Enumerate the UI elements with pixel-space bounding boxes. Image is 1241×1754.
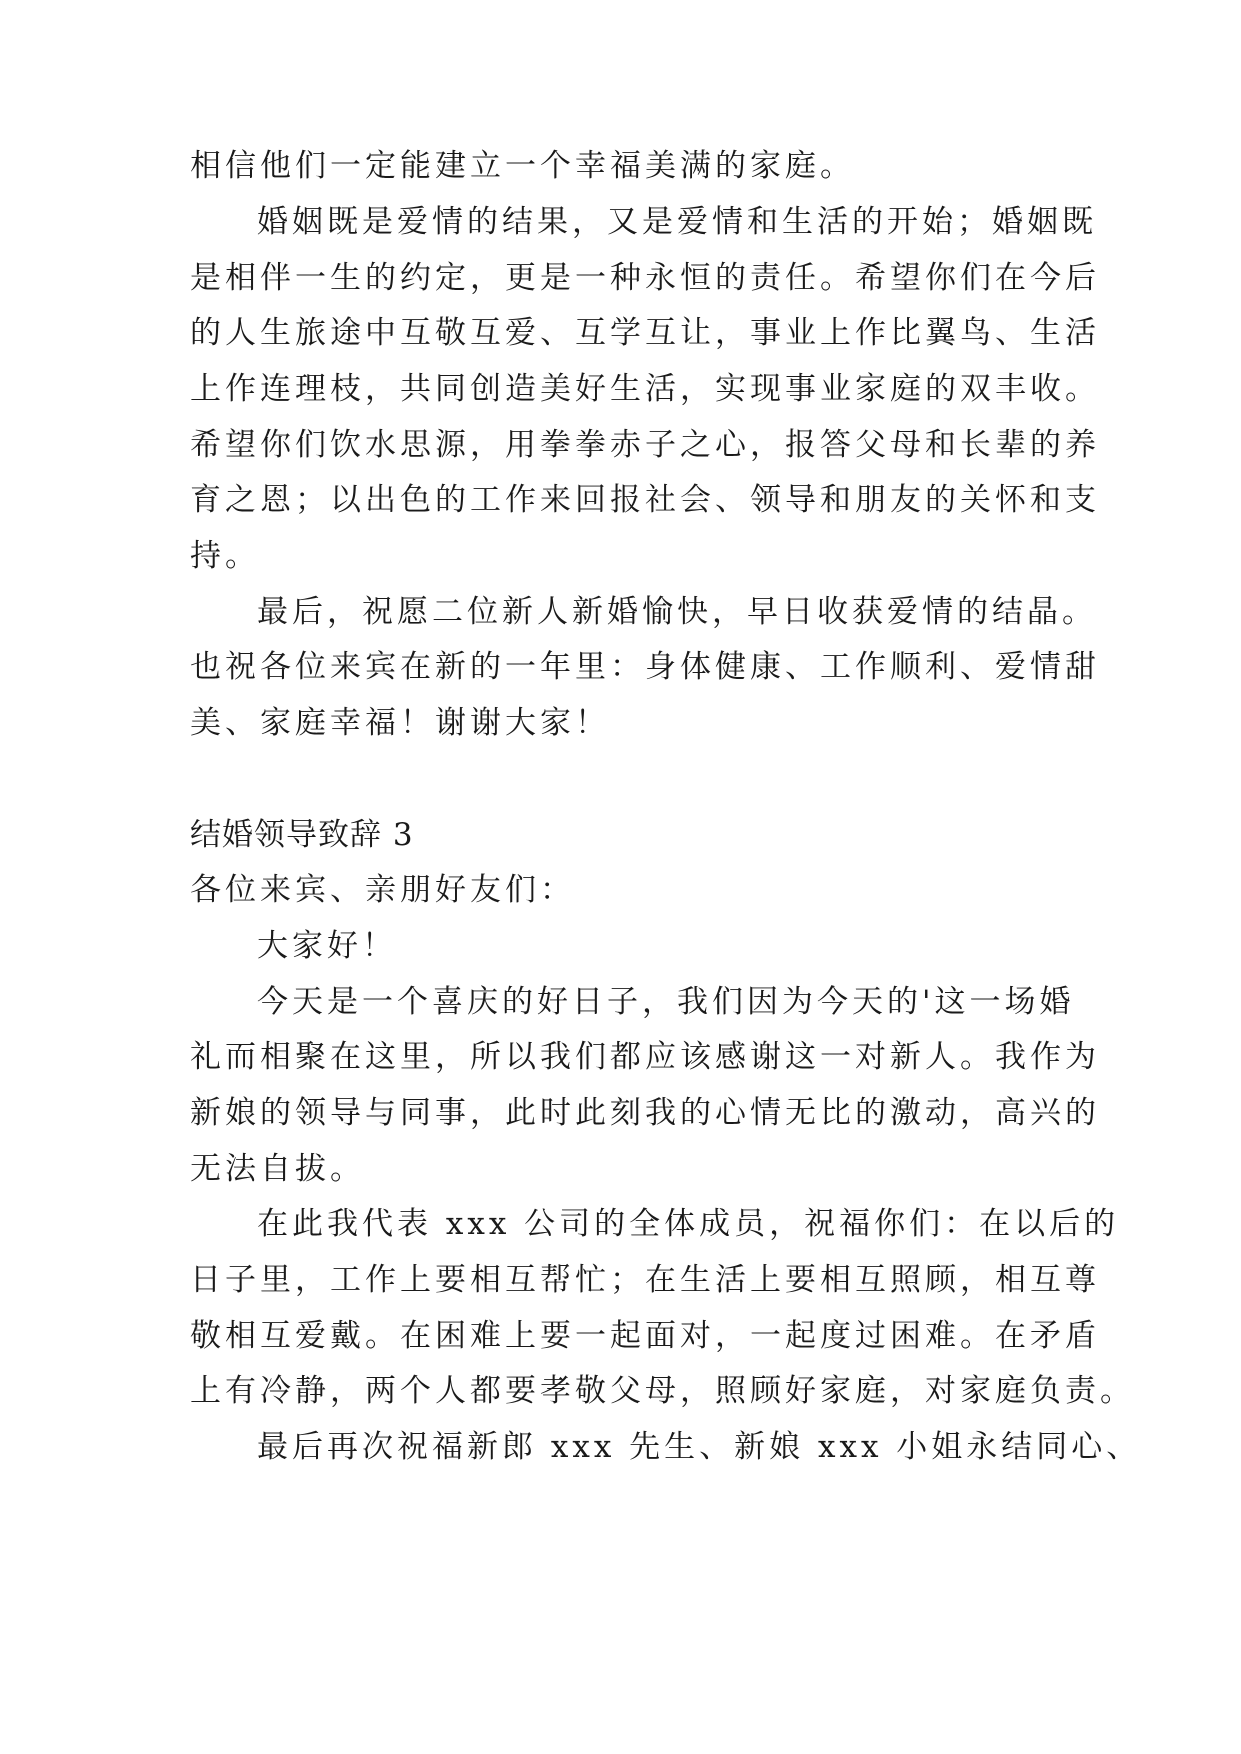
greeting: 大家好！ xyxy=(257,928,397,964)
text-line: 婚姻既是爱情的结果，又是爱情和生活的开始；婚姻既 xyxy=(257,204,1097,240)
text-line: 最后再次祝福新郎 xxx 先生、新娘 xxx 小姐永结同心、 xyxy=(257,1429,1142,1465)
salutation: 各位来宾、亲朋好友们： xyxy=(190,872,575,908)
text-line: 上作连理枝，共同创造美好生活，实现事业家庭的双丰收。 xyxy=(190,371,1100,407)
text-line: 最后，祝愿二位新人新婚愉快，早日收获爱情的结晶。 xyxy=(257,594,1097,630)
text-line: 在此我代表 xxx 公司的全体成员，祝福你们：在以后的 xyxy=(257,1206,1120,1242)
text-line: 美、家庭幸福！谢谢大家！ xyxy=(190,705,610,741)
text-line: 无法自拔。 xyxy=(190,1151,365,1187)
text-line: 也祝各位来宾在新的一年里：身体健康、工作顺利、爱情甜 xyxy=(190,649,1100,685)
text-line: 新娘的领导与同事，此时此刻我的心情无比的激动，高兴的 xyxy=(190,1095,1100,1131)
text-line: 今天是一个喜庆的好日子，我们因为今天的'这一场婚 xyxy=(257,984,1075,1020)
section-title: 结婚领导致辞 3 xyxy=(190,817,414,853)
text-line: 希望你们饮水思源，用拳拳赤子之心，报答父母和长辈的养 xyxy=(190,427,1100,463)
text-line: 育之恩；以出色的工作来回报社会、领导和朋友的关怀和支 xyxy=(190,482,1100,518)
text-line: 是相伴一生的约定，更是一种永恒的责任。希望你们在今后 xyxy=(190,260,1100,296)
text-line: 敬相互爱戴。在困难上要一起面对，一起度过困难。在矛盾 xyxy=(190,1318,1100,1354)
text-line: 持。 xyxy=(190,538,260,574)
text-line: 相信他们一定能建立一个幸福美满的家庭。 xyxy=(190,148,855,184)
text-line: 的人生旅途中互敬互爱、互学互让，事业上作比翼鸟、生活 xyxy=(190,315,1100,351)
text-line: 上有冷静，两个人都要孝敬父母，照顾好家庭，对家庭负责。 xyxy=(190,1373,1135,1409)
text-line: 礼而相聚在这里，所以我们都应该感谢这一对新人。我作为 xyxy=(190,1039,1100,1075)
text-line: 日子里，工作上要相互帮忙；在生活上要相互照顾，相互尊 xyxy=(190,1262,1100,1298)
